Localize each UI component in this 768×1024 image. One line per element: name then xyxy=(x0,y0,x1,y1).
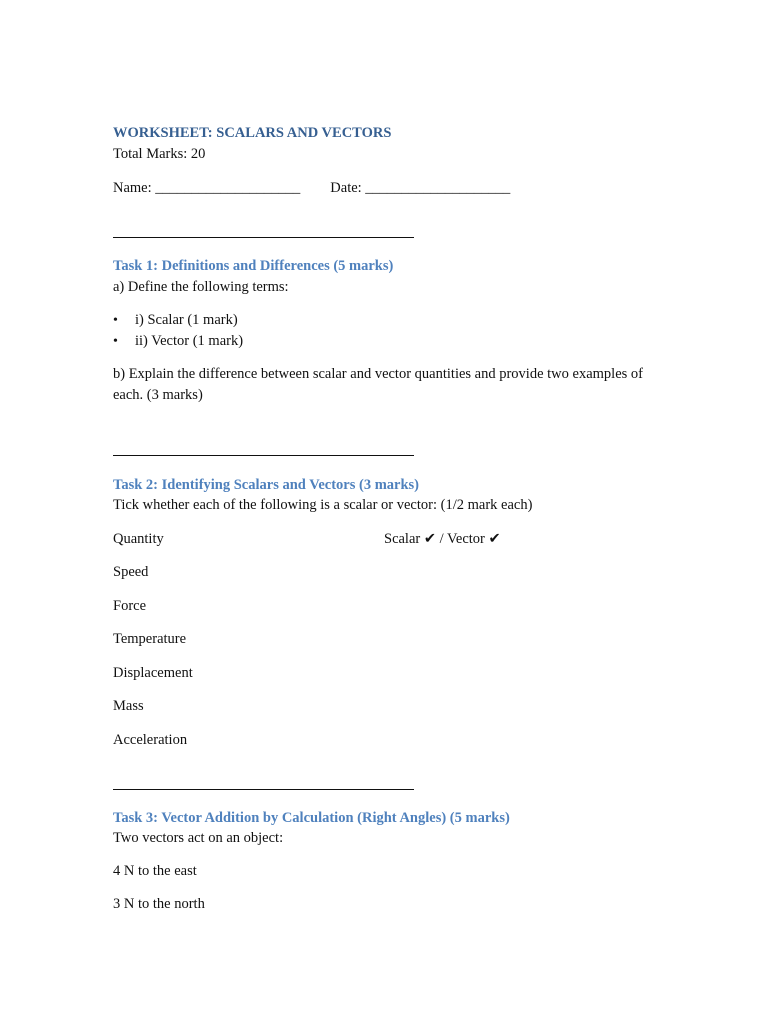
bullet-icon: • xyxy=(113,313,118,328)
section-divider-1 xyxy=(113,237,414,238)
task1-bullet-scalar: i) Scalar (1 mark) xyxy=(135,312,238,328)
name-field: Name: ____________________ xyxy=(113,180,301,196)
quantity-item-acceleration: Acceleration xyxy=(113,731,188,748)
task2-heading: Task 2: Identifying Scalars and Vectors (3 marks) xyxy=(113,477,420,493)
section-divider-3 xyxy=(113,789,414,790)
quantity-item-speed: Speed xyxy=(113,564,149,580)
task1-part-b: b) Explain the difference between scalar and vector quantities and provide two examples of each. (3 marks) xyxy=(113,366,643,403)
quantity-item-force: Force xyxy=(113,597,147,614)
task1-bullet-list xyxy=(113,310,658,352)
task3-intro: Two vectors act on an object: xyxy=(113,829,284,846)
section-divider-2 xyxy=(113,455,414,456)
quantity-item-displacement: Displacement xyxy=(113,664,193,681)
task1-heading: Task 1: Definitions and Differences (5 marks) xyxy=(113,258,394,274)
task1-part-a: a) Define the following terms: xyxy=(113,279,289,295)
task3-vector-east: 4 N to the east xyxy=(113,862,197,879)
task3-vector-north: 3 N to the north xyxy=(113,895,205,912)
task3-heading: Task 3: Vector Addition by Calculation (Right Angles) (5 marks) xyxy=(113,809,510,826)
column-quantity: Quantity xyxy=(113,531,164,547)
list-item xyxy=(113,310,658,331)
bullet-icon: • xyxy=(113,334,118,349)
date-field: Date: ____________________ xyxy=(330,180,511,196)
quantity-item-mass: Mass xyxy=(113,698,144,714)
worksheet-page xyxy=(113,124,658,915)
list-item xyxy=(113,331,658,352)
quantity-list xyxy=(113,562,658,751)
tick-table-header xyxy=(113,529,658,550)
worksheet-title: WORKSHEET: SCALARS AND VECTORS xyxy=(113,125,392,141)
task2-instruction: Tick whether each of the following is a scalar or vector: (1/2 mark each) xyxy=(113,497,533,513)
quantity-item-temperature: Temperature xyxy=(113,631,187,647)
column-scalar-vector: Scalar ✔ / Vector ✔ xyxy=(384,531,501,547)
name-date-row xyxy=(113,178,658,199)
total-marks: Total Marks: 20 xyxy=(113,146,206,162)
task1-bullet-vector: ii) Vector (1 mark) xyxy=(135,333,244,349)
